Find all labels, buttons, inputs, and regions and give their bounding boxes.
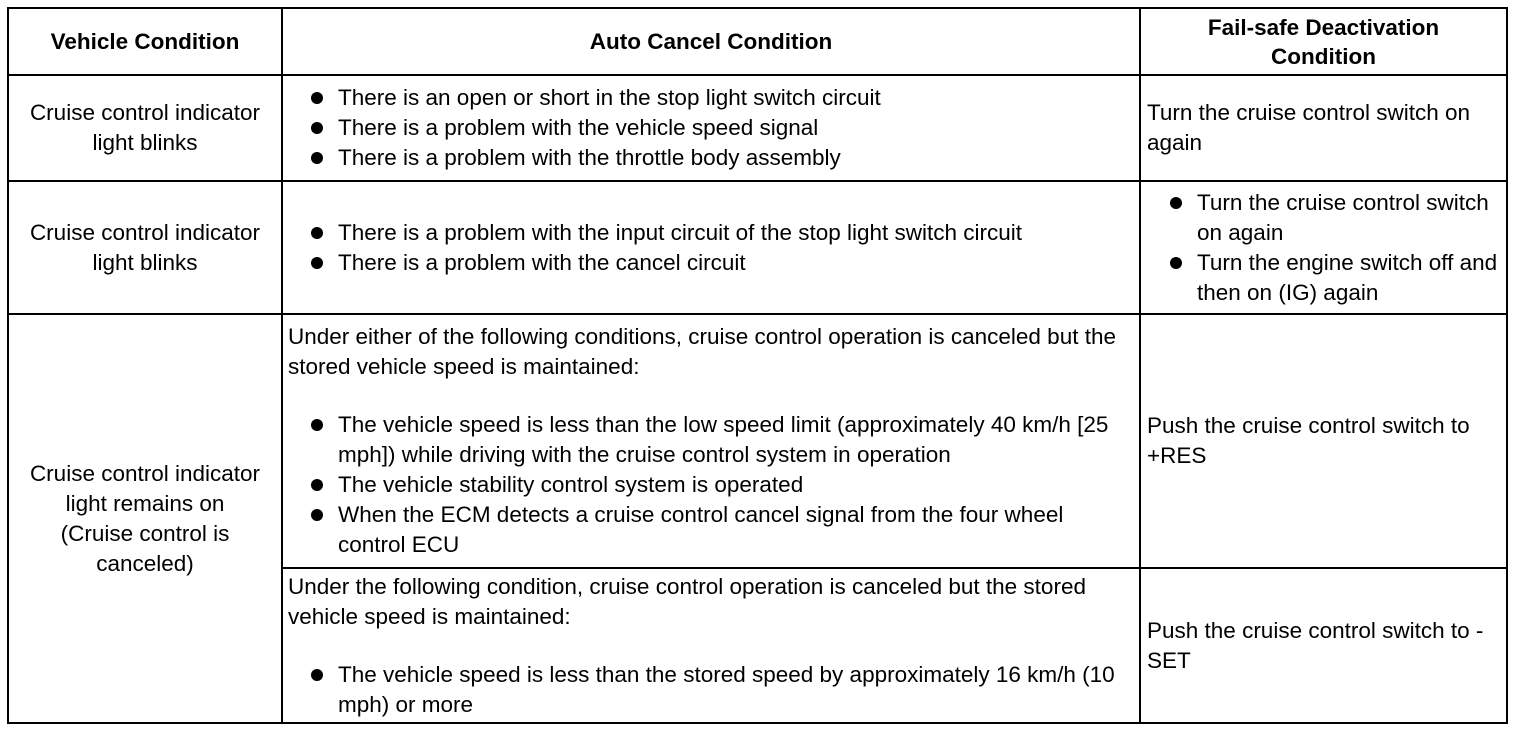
header-auto-cancel-condition [282, 8, 1140, 75]
failsafe-cell [1140, 181, 1507, 314]
header-failsafe-label-line2: Condition [1271, 43, 1376, 69]
vehicle-condition-line: light blinks [92, 130, 198, 155]
cruise-control-conditions-table [7, 7, 1508, 724]
bullet-item: There is a problem with the vehicle speed signal [288, 113, 1133, 143]
bullet-item: Turn the engine switch off and then on (IG) again [1147, 248, 1500, 308]
auto-cancel-bullet-list [288, 410, 1133, 560]
failsafe-text: Turn the cruise control switch on again [1147, 100, 1471, 155]
auto-cancel-bullet-list [288, 218, 1133, 278]
header-vehicle-condition [8, 8, 282, 75]
bullet-item: The vehicle speed is less than the low speed limit (approximately 40 km/h [25 mph]) while driving with the cruise control system in operation [288, 410, 1133, 470]
bullet-item: Turn the cruise control switch on again [1147, 188, 1500, 248]
auto-cancel-intro: Under the following condition, cruise control operation is canceled but the stored vehicle speed is maintained: [288, 573, 1086, 629]
bullet-item: When the ECM detects a cruise control cancel signal from the four wheel control ECU [288, 500, 1133, 560]
auto-cancel-cell [282, 314, 1140, 568]
auto-cancel-cell [282, 181, 1140, 314]
vehicle-condition-line: Cruise control indicator [29, 219, 261, 245]
table-header-row [8, 8, 1507, 75]
bullet-item: There is a problem with the cancel circuit [288, 248, 1133, 278]
vehicle-condition-line: light blinks [92, 249, 198, 275]
auto-cancel-bullet-list [288, 83, 1133, 173]
vehicle-condition-line: Cruise control indicator [29, 100, 261, 125]
auto-cancel-intro: Under either of the following conditions, cruise control operation is canceled but the stored vehicle speed is maintained: [288, 324, 1116, 379]
header-vehicle-label: Vehicle Condition [50, 29, 240, 54]
vehicle-condition-cell [8, 75, 282, 181]
vehicle-condition-line: (Cruise control is [60, 520, 230, 546]
vehicle-condition-line: canceled) [96, 550, 194, 576]
spacer [288, 632, 1133, 660]
header-failsafe-condition [1140, 8, 1507, 75]
failsafe-text: Push the cruise control switch to +RES [1147, 413, 1470, 468]
failsafe-text: Push the cruise control switch to -SET [1147, 617, 1484, 673]
failsafe-cell [1140, 75, 1507, 181]
failsafe-cell [1140, 568, 1507, 723]
vehicle-condition-cell [8, 181, 282, 314]
failsafe-bullet-list [1147, 188, 1500, 308]
bullet-item: The vehicle stability control system is operated [288, 470, 1133, 500]
bullet-item: There is a problem with the input circuit of the stop light switch circuit [288, 218, 1133, 248]
auto-cancel-cell [282, 75, 1140, 181]
bullet-item: There is a problem with the throttle body assembly [288, 143, 1133, 173]
table-row [8, 314, 1507, 568]
table-row [8, 75, 1507, 181]
header-auto-cancel-label: Auto Cancel Condition [589, 29, 833, 54]
table-row [8, 181, 1507, 314]
auto-cancel-bullet-list [288, 660, 1133, 720]
auto-cancel-cell [282, 568, 1140, 723]
vehicle-condition-line: Cruise control indicator [29, 460, 261, 486]
bullet-item: The vehicle speed is less than the stored speed by approximately 16 km/h (10 mph) or more [288, 660, 1133, 720]
failsafe-cell [1140, 314, 1507, 568]
vehicle-condition-line: light remains on [65, 490, 225, 516]
header-failsafe-label-line1: Fail-safe Deactivation [1207, 14, 1440, 40]
spacer [288, 382, 1133, 410]
vehicle-condition-cell [8, 314, 282, 723]
bullet-item: There is an open or short in the stop light switch circuit [288, 83, 1133, 113]
